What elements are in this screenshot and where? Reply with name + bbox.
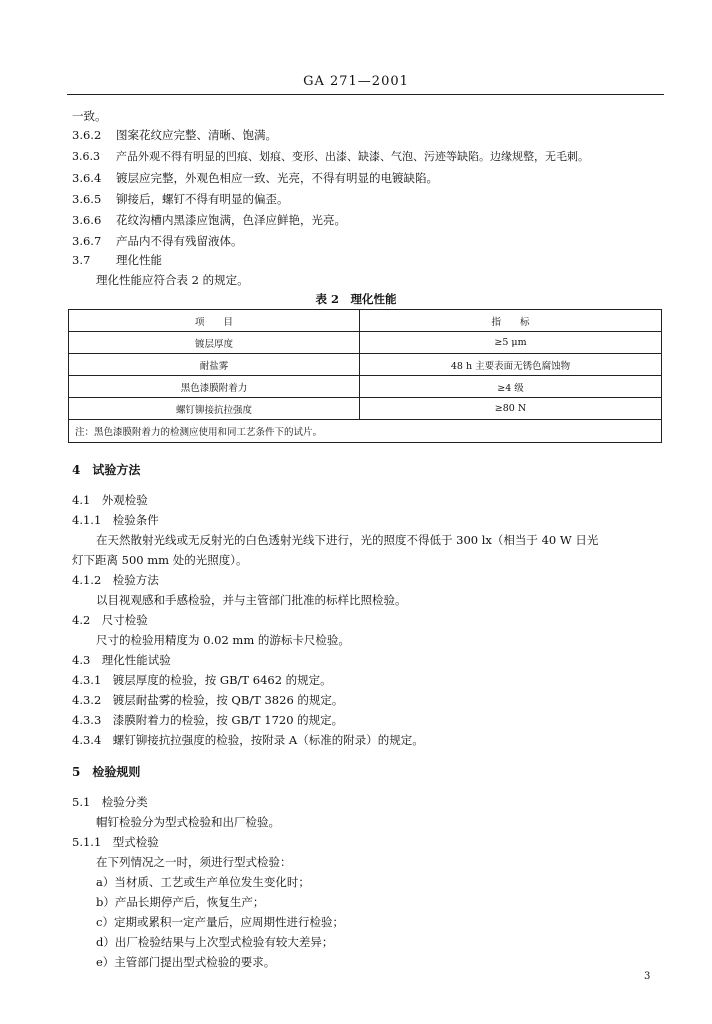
- table-cell-spec: ≥5 μm: [360, 332, 662, 354]
- table-cell-item: 螺钉铆接抗拉强度: [69, 398, 360, 420]
- clause-number: 3.6.4: [72, 171, 102, 185]
- clause-text: 一致。: [72, 109, 107, 123]
- clause-text: 铆接后，螺钉不得有明显的偏歪。: [116, 192, 289, 206]
- table-row: [69, 398, 662, 420]
- clause-5-1: 5.1 检验分类: [72, 795, 148, 809]
- clause-4-3-2: 4.3.2 镀层耐盐雾的检验，按 QB/T 3826 的规定。: [72, 693, 344, 707]
- clause-4-1-1: 4.1.1 检验条件: [72, 513, 159, 527]
- clause-4-1-1-text-cont: 灯下距离 500 mm 处的光照度）。: [72, 553, 248, 567]
- table-row: [69, 354, 662, 376]
- clause-5-1-text: 帽钉检验分为型式检验和出厂检验。: [96, 815, 280, 829]
- section-5-heading: 5 检验规则: [72, 765, 141, 779]
- clause-5-1-1-text: 在下列情况之一时，须进行型式检验：: [96, 855, 292, 869]
- list-item: b）产品长期停产后，恢复生产；: [96, 895, 265, 909]
- standard-code: GA 271—2001: [303, 74, 409, 89]
- clause-4-3-4: 4.3.4 螺钉铆接抗拉强度的检验，按附录 A（标准的附录）的规定。: [72, 733, 424, 747]
- clause-3-6-2: [72, 127, 277, 143]
- table-row: [69, 376, 662, 398]
- clause-text: 产品内不得有残留液体。: [116, 234, 243, 248]
- clause-4-2-text: 尺寸的检验用精度为 0.02 mm 的游标卡尺检验。: [96, 633, 350, 647]
- clause-4-1-2: 4.1.2 检验方法: [72, 573, 159, 587]
- clause-text: 理化性能: [116, 253, 162, 267]
- table-cell-spec: 48 h 主要表面无锈色腐蚀物: [360, 354, 662, 376]
- table-note-row: [69, 420, 662, 443]
- list-item: c）定期或累积一定产量后，应周期性进行检验；: [96, 915, 344, 929]
- clause-5-1-1: 5.1.1 型式检验: [72, 835, 159, 849]
- table-cell-item: 黑色漆膜附着力: [69, 376, 360, 398]
- clause-number: 3.7: [72, 253, 91, 267]
- clause-number: 3.6.5: [72, 192, 102, 206]
- clause-4-1: 4.1 外观检验: [72, 493, 148, 507]
- clause-text: 图案花纹应完整、清晰、饱满。: [116, 128, 277, 142]
- table-header-spec: 指 标: [360, 310, 662, 332]
- clause-3-6-4: [72, 170, 438, 186]
- header-rule: [67, 94, 664, 95]
- clause-4-1-1-text: 在天然散射光线或无反射光的白色透射光线下进行，光的照度不得低于 300 lx（相当于 40 W 日光: [96, 533, 599, 547]
- clause-number: 3.6.3: [72, 150, 100, 163]
- table-note: 注：黑色漆膜附着力的检测应使用和同工艺条件下的试片。: [69, 420, 662, 443]
- clause-3-6-7: [72, 233, 243, 249]
- clause-3-6-3: [72, 149, 589, 165]
- clause-3-6-6: [72, 212, 346, 228]
- clause-number: 3.6.7: [72, 234, 102, 248]
- table-cell-spec: ≥4 级: [360, 376, 662, 398]
- clause-4-3-1: 4.3.1 镀层厚度的检验，按 GB/T 6462 的规定。: [72, 673, 332, 687]
- clause-4-1-2-text: 以目视观感和手感检验，并与主管部门批准的标样比照检验。: [96, 593, 407, 607]
- clause-text: 花纹沟槽内黑漆应饱满，色泽应鲜艳，光亮。: [116, 213, 346, 227]
- page-number: 3: [644, 971, 651, 982]
- section-4-heading: 4 试验方法: [72, 463, 141, 477]
- clause-text: 镀层应完整，外观色相应一致、光亮，不得有明显的电镀缺陷。: [116, 171, 438, 185]
- spec-table: [68, 309, 662, 443]
- clause-4-2: 4.2 尺寸检验: [72, 613, 148, 627]
- list-item: e）主管部门提出型式检验的要求。: [96, 955, 276, 969]
- table-row: [69, 332, 662, 354]
- physchem-intro: 理化性能应符合表 2 的规定。: [96, 273, 249, 287]
- clause-3-6-5: [72, 191, 289, 207]
- clause-number: 3.6.2: [72, 128, 102, 142]
- table-header-row: [69, 310, 662, 332]
- list-item: a）当材质、工艺或生产单位发生变化时；: [96, 875, 310, 889]
- clause-text: 产品外观不得有明显的凹痕、划痕、变形、出漆、缺漆、气泡、污迹等缺陷。边缘规整，无毛刺。: [116, 150, 589, 163]
- table-cell-item: 镀层厚度: [69, 332, 360, 354]
- clause-4-3: 4.3 理化性能试验: [72, 653, 171, 667]
- clause-line: [72, 108, 107, 124]
- table-cell-spec: ≥80 N: [360, 398, 662, 420]
- clause-4-3-3: 4.3.3 漆膜附着力的检验，按 GB/T 1720 的规定。: [72, 713, 344, 727]
- clause-number: 3.6.6: [72, 213, 102, 227]
- clause-3-7: [72, 252, 162, 268]
- table-cell-item: 耐盐雾: [69, 354, 360, 376]
- list-item: d）出厂检验结果与上次型式检验有较大差异；: [96, 935, 334, 949]
- table-caption: 表 2 理化性能: [315, 292, 397, 306]
- table-header-item: 项 目: [69, 310, 360, 332]
